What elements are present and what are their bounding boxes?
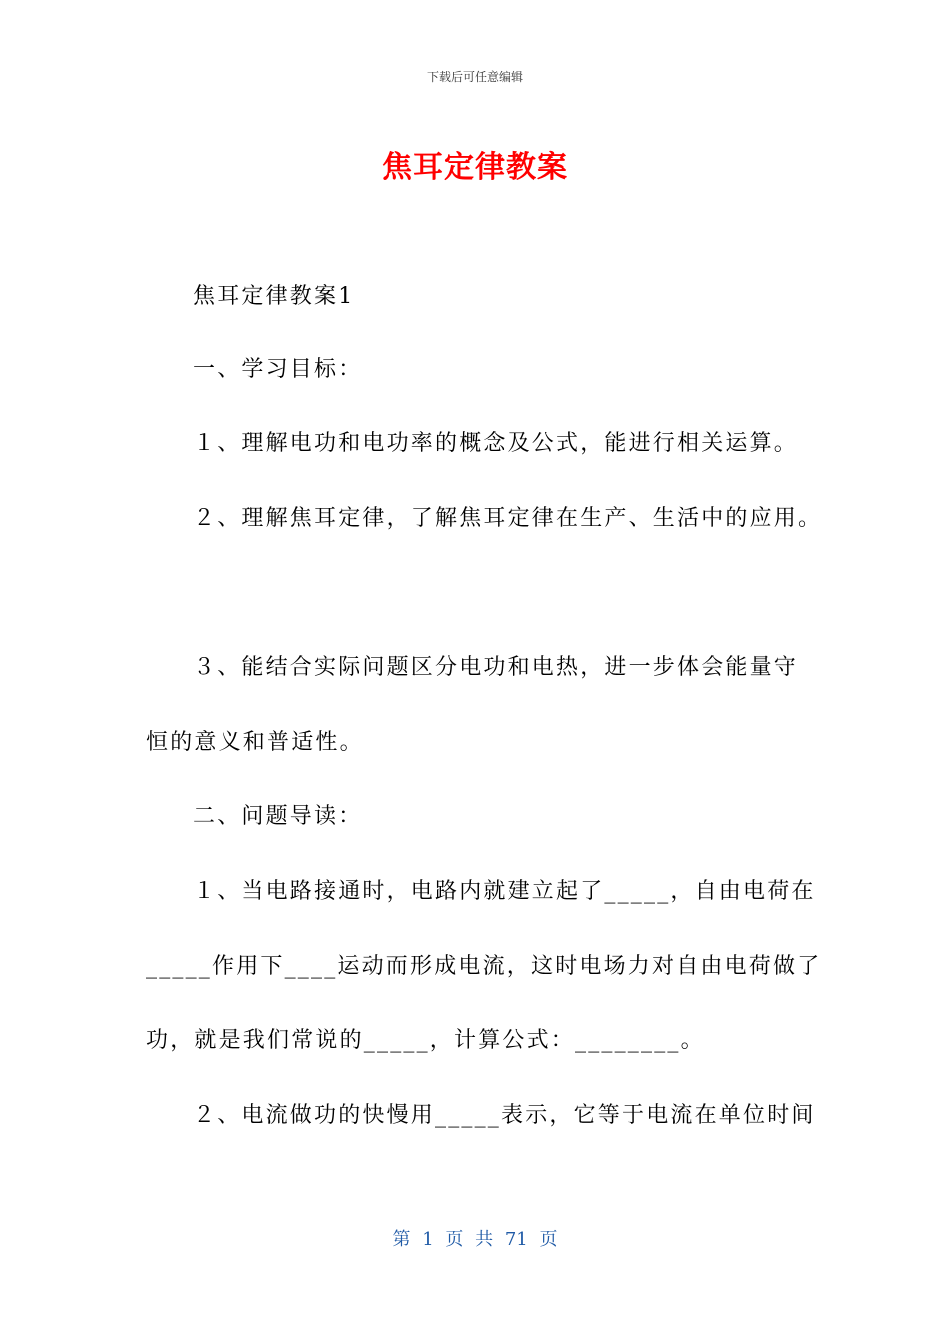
paragraph-line: _____作用下____运动而形成电流，这时电场力对自由电荷做了 <box>146 954 822 979</box>
paragraph-line: ２、电流做功的快慢用_____表示，它等于电流在单位时间 <box>193 1103 816 1128</box>
paragraph-line: 二、问题导读： <box>193 804 363 829</box>
paragraph-line: 恒的意义和普适性。 <box>146 730 364 755</box>
paragraph-line: ２、理解焦耳定律，了解焦耳定律在生产、生活中的应用。 <box>193 506 823 531</box>
paragraph-line: 一、学习目标： <box>193 357 363 382</box>
document-title: 焦耳定律教案 <box>382 150 568 185</box>
paragraph-line: ３、能结合实际问题区分电功和电热，进一步体会能量守 <box>193 655 799 680</box>
paragraph-line: １、理解电功和电功率的概念及公式，能进行相关运算。 <box>193 431 799 456</box>
header-note: 下载后可任意编辑 <box>426 70 523 84</box>
paragraph-line: １、当电路接通时，电路内就建立起了_____，自由电荷在 <box>193 879 816 904</box>
paragraph-line: 焦耳定律教案1 <box>193 284 355 309</box>
page-footer: 第 1 页 共 71 页 <box>392 1229 558 1250</box>
paragraph-line: 功，就是我们常说的_____，计算公式：________。 <box>146 1028 705 1053</box>
